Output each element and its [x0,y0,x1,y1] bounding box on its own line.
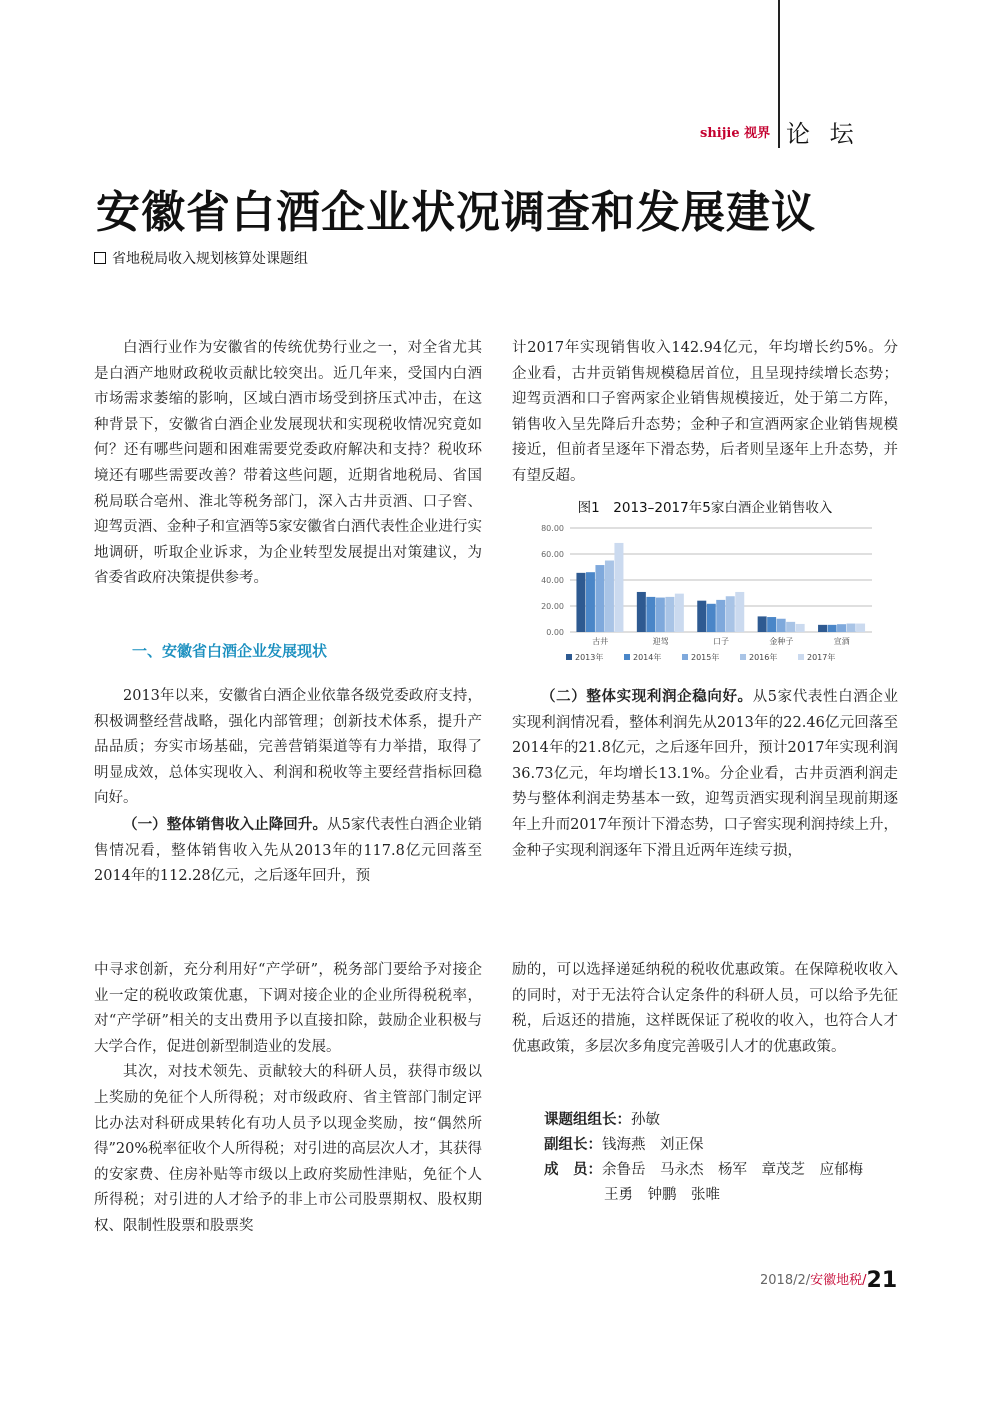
bar-0-3 [605,561,614,633]
policy-column-left [94,958,482,1240]
header-divider-line [778,0,780,148]
article-title: 安徽省白酒企业状况调查和发展建议 [96,187,816,238]
bar-2-3 [726,596,735,632]
legend-label: 2017年 [807,653,836,662]
bar-2-4 [735,592,744,632]
footer-issue: 2018/2/ [760,1273,811,1288]
bar-2-2 [716,600,725,632]
page-footer [760,1268,897,1293]
article-byline [94,248,308,268]
bar-3-4 [796,624,805,632]
section-tag: shijie 视界 [700,126,771,141]
bar-2-1 [707,604,716,632]
sub2-lead: （二）整体实现利润企稳向好。 [541,688,753,705]
legend-label: 2015年 [691,653,720,662]
y-tick-label: 40.00 [541,576,564,585]
intro-column [94,336,482,592]
sub2-paragraph [512,684,898,864]
bar-1-4 [675,594,684,632]
sub1-paragraph [94,812,482,890]
policy-paragraph-3: 励的，可以选择递延纳税的税收优惠政策。在保障税收收入的同时，对于无法符合认定条件的科研人员，可以给予先征税，后返还的措施，这样既保证了税收的收入，也符合人才优惠政策，多层次多角度完善吸引人才的优惠政策。 [512,962,898,1055]
sales-bar-chart [512,518,898,670]
checkbox-square-icon [94,252,106,264]
legend-swatch [624,654,630,660]
credit-members-row [544,1158,863,1183]
credit-leader-row [544,1108,863,1133]
profit-column [512,684,898,864]
credit-deputy-row [544,1133,863,1158]
bar-0-1 [586,572,595,632]
legend-label: 2014年 [633,653,662,662]
legend-swatch [798,654,804,660]
credit-deputy-names: 钱海燕 刘正保 [602,1137,704,1153]
y-tick-label: 80.00 [541,524,564,533]
bar-1-1 [646,597,655,632]
bar-2-0 [697,601,706,632]
bar-4-2 [837,624,846,632]
bar-1-0 [637,592,646,632]
status-paragraph: 2013年以来，安徽省白酒企业依靠各级党委政府支持，积极调整经营战略，强化内部管理；创新技术体系，提升产品品质；夯实市场基础，完善营销渠道等有力举措，取得了明显成效，总体实现收入、利润和税收等主要经营指标回稳向好。 [94,688,482,807]
bar-4-0 [818,625,827,632]
sales-continued-paragraph: 计2017年实现销售收入142.94亿元，年均增长约5%。分企业看，古井贡销售规模稳居首位，且呈现持续增长态势；迎驾贡酒和口子窖两家企业销售规模接近，处于第二方阵，销售收入呈先降后升态势；金种子和宣酒两家企业销售规模接近，但前者呈逐年下滑态势，后者则呈逐年上升态势，并有望反超。 [512,340,898,484]
intro-paragraph: 白酒行业作为安徽省的传统优势行业之一，对全省尤其是白酒产地财政税收贡献比较突出。近几年来，受国内白酒市场需求萎缩的影响，区域白酒市场受到挤压式冲击，在这种背景下，安徽省白酒企业发展现状和实现税收情况究竟如何？还有哪些问题和困难需要党委政府解决和支持？税收环境还有哪些需要改善？带着这些问题，近期省地税局、省国税局联合亳州、淮北等税务部门，深入古井贡酒、口子窖、迎驾贡酒、金种子和宣酒等5家安徽省白酒代表性企业进行实地调研，听取企业诉求，为企业转型发展提出对策建议，为省委省政府决策提供参考。 [94,340,482,587]
sub1-text: 从5家代表性白酒企业销售情况看，整体销售收入先从2013年的117.8亿元回落至2014年的112.28亿元，之后逐年回升，预 [94,816,482,885]
bar-4-1 [828,625,837,632]
sub2-text: 从5家代表性白酒企业实现利润情况看，整体利润先从2013年的22.46亿元回落至2014年的21.8亿元，之后逐年回升，预计2017年实现利润36.73亿元，年均增长13.1%。分企业看，古井贡酒利润走势与整体利润走势基本一致，迎驾贡酒实现利润呈现前期逐年上升而2017年预计下滑态势，口子窖实现利润持续上升，金种子实现利润逐年下滑且近两年连续亏损， [512,689,898,859]
bar-0-0 [576,573,585,632]
bar-1-3 [665,597,674,632]
bar-4-3 [847,624,856,632]
policy-paragraph-2: 其次，对技术领先、贡献较大的科研人员，获得市级以上奖励的免征个人所得税；对市级政府、省主管部门制定评比办法对科研成果转化有功人员予以现金奖励，按“偶然所得”20%税率征收个人所得税；对引进的高层次人才，其获得的安家费、住房补贴等市级以上政府奖励性津贴，免征个人所得税；对引进的人才给予的非上市公司股票期权、股权期权、限制性股票和股票奖 [94,1064,482,1234]
project-team-credits [544,1108,863,1208]
bar-3-2 [777,619,786,632]
footer-magazine: 安徽地税/ [810,1273,867,1288]
legend-swatch [682,654,688,660]
section-name: 论 坛 [786,120,860,148]
bar-1-2 [656,598,665,632]
x-category-label: 宣酒 [833,637,850,646]
page-number: 21 [866,1268,898,1293]
policy-paragraph-1: 中寻求创新，充分利用好“产学研”，税务部门要给予对接企业一定的税收政策优惠，下调对接企业的企业所得税税率，对“产学研”相关的支出费用予以直接扣除，鼓励企业积极与大学合作，促进创新型制造业的发展。 [94,962,482,1055]
y-tick-label: 20.00 [541,602,564,611]
x-category-label: 迎驾 [652,637,669,646]
credit-members-line1: 余鲁岳 马永杰 杨军 章茂芝 应郁梅 [602,1162,863,1178]
figure-title: 图1 2013–2017年5家白酒企业销售收入 [577,500,833,516]
credit-deputy-label: 副组长： [544,1137,602,1153]
bar-3-1 [767,617,776,632]
section-heading-1: 一、安徽省白酒企业发展现状 [132,642,328,660]
credit-leader-name: 孙敏 [631,1112,660,1128]
x-category-label: 古井 [592,637,609,646]
status-column [94,684,482,890]
policy-column-right [512,958,898,1060]
legend-swatch [566,654,572,660]
legend-label: 2016年 [749,653,778,662]
credit-members-row-2 [544,1183,863,1208]
y-tick-label: 60.00 [541,550,564,559]
bar-3-3 [786,622,795,632]
credit-members-line2: 王勇 钟鹏 张唯 [604,1187,720,1203]
credit-members-label: 成 员： [544,1162,602,1178]
sales-continued-column [512,336,898,490]
sub1-lead: （一）整体销售收入止降回升。 [123,815,328,833]
bar-3-0 [758,616,767,632]
byline-text: 省地税局收入规划核算处课题组 [112,251,308,267]
legend-label: 2013年 [575,653,604,662]
bar-0-4 [614,543,623,632]
legend-swatch [740,654,746,660]
y-tick-label: 0.00 [546,628,564,637]
x-category-label: 金种子 [769,637,794,646]
bar-0-2 [595,565,604,632]
bar-4-4 [856,624,865,632]
x-category-label: 口子 [713,637,729,646]
credit-leader-label: 课题组组长： [544,1112,631,1128]
